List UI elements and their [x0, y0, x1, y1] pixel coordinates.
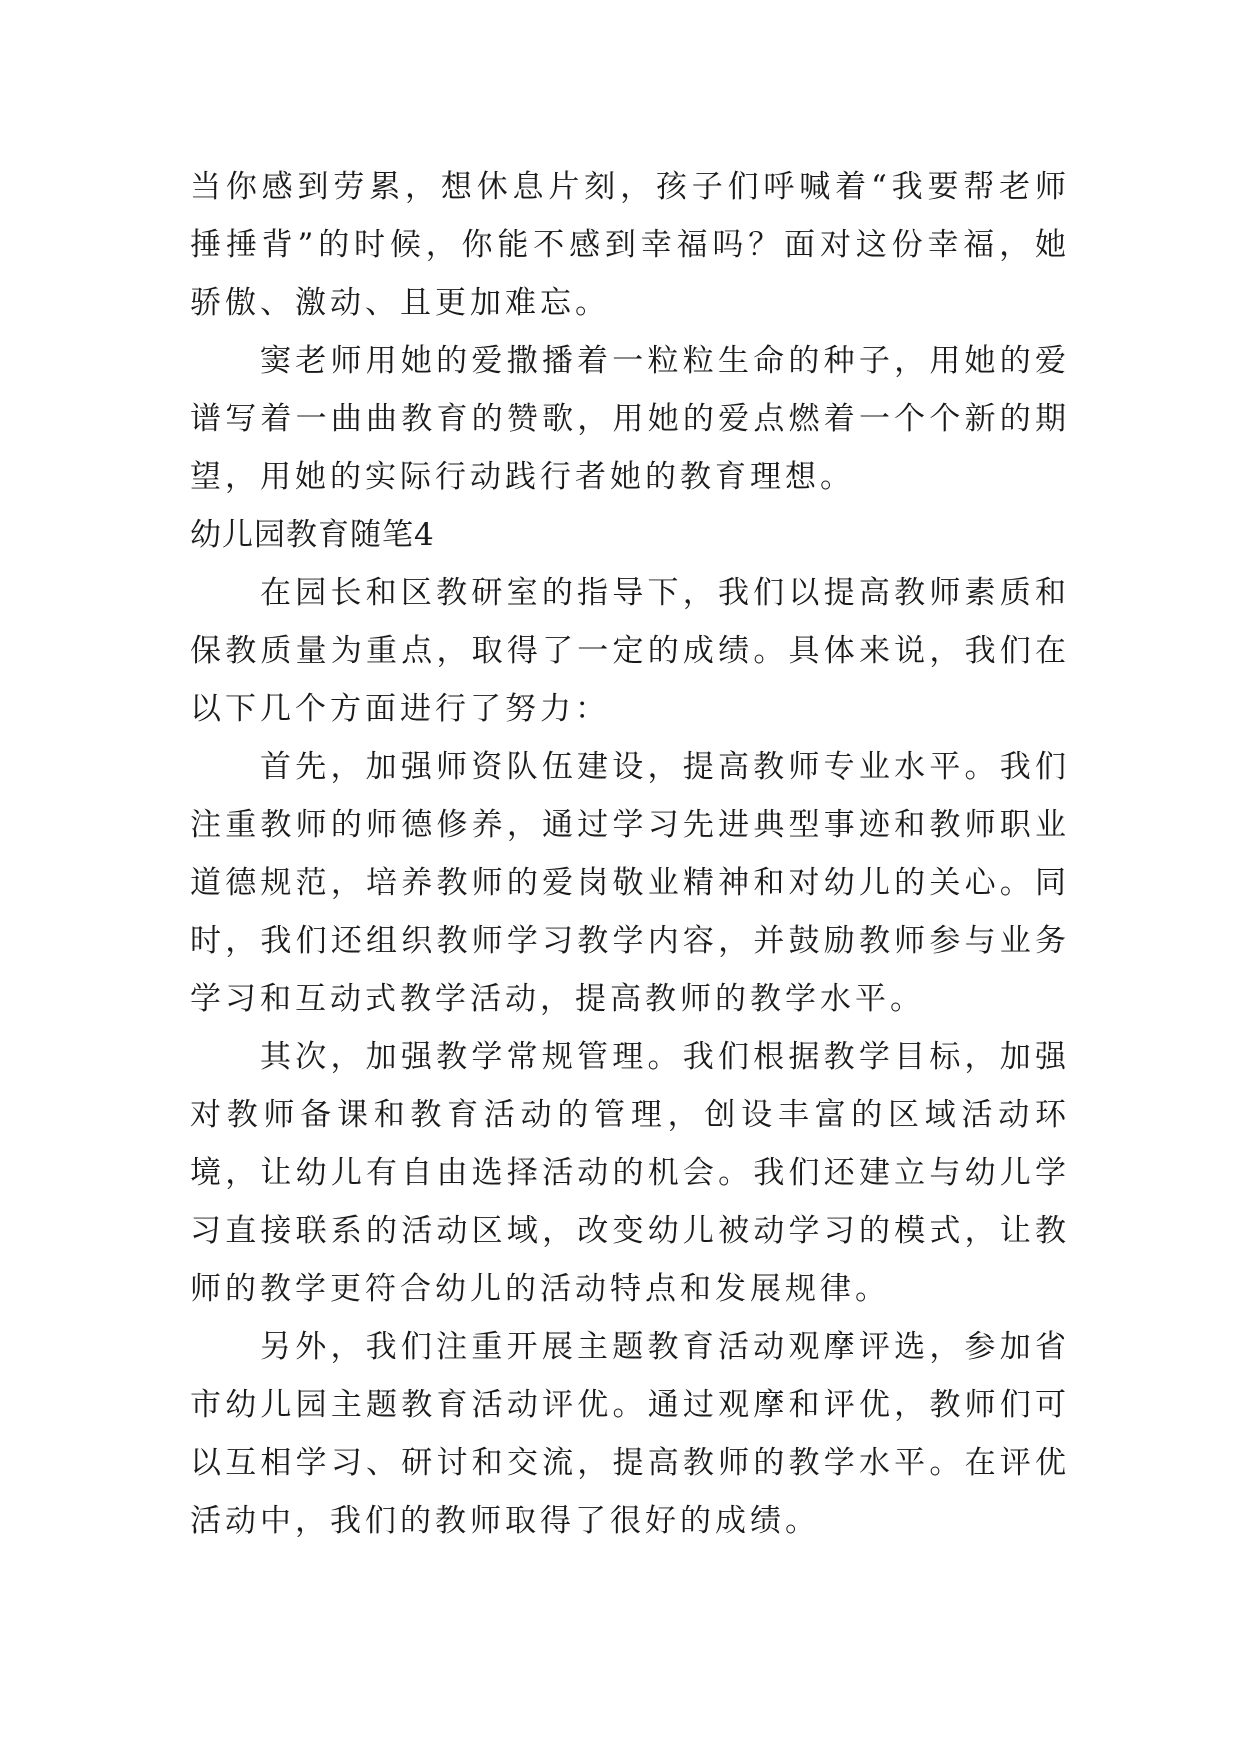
- paragraph-5: 其次，加强教学常规管理。我们根据教学目标，加强对教师备课和教育活动的管理，创设丰富的区域活动环境，让幼儿有自由选择活动的机会。我们还建立与幼儿学习直接联系的活动区域，改变幼儿被动学习的模式，让教师的教学更符合幼儿的活动特点和发展规律。: [190, 1039, 1070, 1307]
- document-body: [190, 158, 1070, 1550]
- paragraph-2: 窦老师用她的爱撒播着一粒粒生命的种子，用她的爱谱写着一曲曲教育的赞歌，用她的爱点燃着一个个新的期望，用她的实际行动践行者她的教育理想。: [190, 343, 1070, 495]
- paragraph-6: 另外，我们注重开展主题教育活动观摩评选，参加省市幼儿园主题教育活动评优。通过观摩和评优，教师们可以互相学习、研讨和交流，提高教师的教学水平。在评优活动中，我们的教师取得了很好的成绩。: [190, 1329, 1070, 1539]
- paragraph-1: 当你感到劳累，想休息片刻，孩子们呼喊着“我要帮老师捶捶背”的时候，你能不感到幸福吗？面对这份幸福，她骄傲、激动、且更加难忘。: [190, 169, 1070, 321]
- paragraph-4: 首先，加强师资队伍建设，提高教师专业水平。我们注重教师的师德修养，通过学习先进典型事迹和教师职业道德规范，培养教师的爱岗敬业精神和对幼儿的关心。同时，我们还组织教师学习教学内容，并鼓励教师参与业务学习和互动式教学活动，提高教师的教学水平。: [190, 749, 1070, 1017]
- section-heading: 幼儿园教育随笔4: [190, 517, 435, 553]
- paragraph-3: 在园长和区教研室的指导下，我们以提高教师素质和保教质量为重点，取得了一定的成绩。具体来说，我们在以下几个方面进行了努力：: [190, 575, 1070, 727]
